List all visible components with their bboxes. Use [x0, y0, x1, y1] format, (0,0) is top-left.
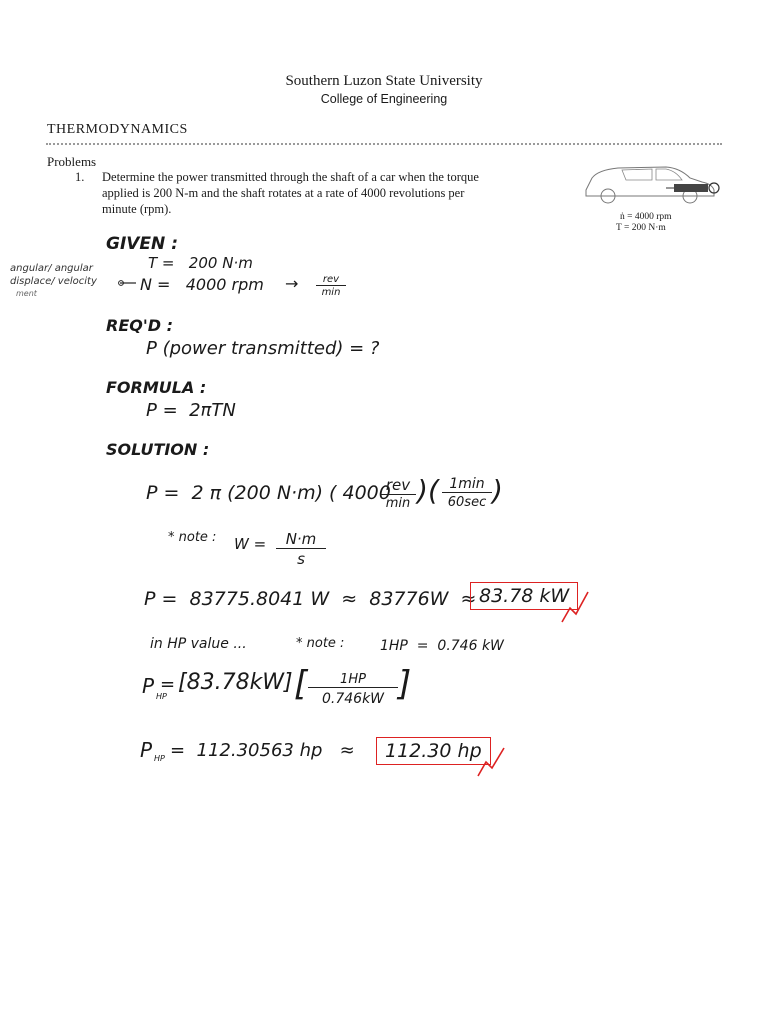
answer-hp-check [474, 744, 508, 778]
reqd-text: P (power transmitted) = ? [146, 338, 380, 359]
eq3-kw-denominator: 0.746kW [321, 691, 385, 707]
note-watt-numerator: N·m [276, 530, 326, 549]
problem-line-1: Determine the power transmitted through the shaft of a car when the torque [102, 170, 479, 184]
formula-heading: FORMULA : [106, 378, 207, 397]
eq3-equals: = [160, 674, 176, 695]
eq3-bracket-close: ] [398, 664, 412, 704]
problem-line-2: applied is 200 N-m and the shaft rotates at a rate of 4000 revolutions per [102, 186, 465, 200]
eq4-p-sub: HP [154, 754, 165, 763]
note-watt-denominator: s [297, 550, 305, 568]
eq1-paren-close: ) [417, 474, 428, 507]
eq1-rev-numerator: rev [380, 476, 416, 495]
equation-2: P = 83775.8041 W ≈ 83776W ≈ [144, 588, 477, 610]
hp-note-value: 1HP = 0.746 kW [380, 638, 504, 654]
figure-torque-label: T = 200 N·m [616, 223, 666, 233]
equation-4: = 112.30563 hp ≈ [170, 740, 355, 761]
given-unit-min: min [321, 287, 341, 298]
figure-rpm-label: ṅ = 4000 rpm [620, 212, 672, 222]
note-watt-eq: W = [234, 535, 267, 553]
eq1-paren-open: ( [428, 474, 439, 507]
eq4-p: P [140, 738, 153, 762]
eq1-60sec-denominator: 60sec [447, 495, 487, 510]
eq3-hp-numerator: 1HP [308, 672, 398, 688]
eq1-1min-numerator: 1min [442, 476, 492, 493]
given-unit-rev: rev [316, 274, 346, 286]
eq3-value: [83.78kW] [178, 670, 293, 695]
given-heading: GIVEN : [106, 234, 178, 254]
given-arrow: → [285, 274, 299, 293]
given-speed: N = 4000 rpm [140, 275, 264, 294]
header-divider [46, 143, 722, 145]
margin-arrow [118, 278, 138, 288]
hp-intro: in HP value ... [150, 636, 247, 652]
given-torque: T = 200 N·m [148, 254, 253, 272]
problems-label: Problems [47, 154, 97, 169]
eq3-bracket-open: [ [294, 664, 308, 704]
eq3-p-sub: HP [156, 692, 167, 701]
margin-note-1: angular/ angular [10, 263, 93, 274]
car-illustration [578, 158, 728, 210]
formula-text: P = 2πTN [146, 400, 236, 421]
equation-1: P = 2 π (200 N·m) ( 4000 [146, 482, 391, 504]
reqd-heading: REQ'D : [106, 316, 173, 335]
subject-title: THERMODYNAMICS [47, 122, 188, 137]
college-name: College of Engineering [320, 92, 448, 106]
hp-note-label: * note : [296, 636, 345, 651]
answer-hp-box: 112.30 hp [376, 737, 491, 765]
eq1-min-denominator: min [385, 496, 411, 511]
problem-line-3: minute (rpm). [102, 202, 172, 216]
answer-kw-box: 83.78 kW [470, 582, 578, 610]
problem-number: 1. [75, 170, 85, 184]
margin-note-3: ment [16, 289, 37, 298]
note-watt-label: * note : [168, 530, 217, 545]
solution-heading: SOLUTION : [106, 440, 210, 459]
eq3-p: P [142, 674, 155, 698]
university-name: Southern Luzon State University [285, 73, 483, 89]
eq1-paren-final: ) [492, 474, 503, 507]
margin-note-2: displace/ velocity [10, 276, 97, 287]
answer-kw-check [558, 588, 592, 624]
